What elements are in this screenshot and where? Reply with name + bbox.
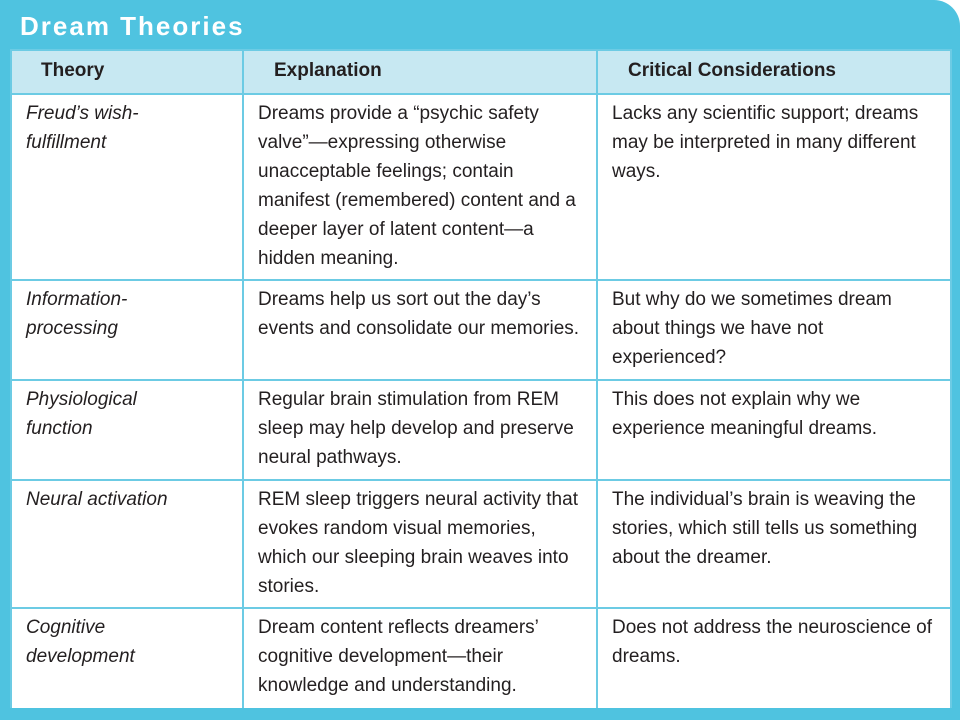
explanation-cell: Dreams help us sort out the day’s events and consolidate our memories. [243, 280, 597, 380]
header-row [11, 50, 951, 94]
theory-cell: Physiological function [11, 380, 243, 480]
explanation-cell: Dream content reflects dreamers’ cognitive development—their knowledge and understanding. [243, 608, 597, 709]
theory-cell: Freud’s wish-fulfillment [11, 94, 243, 280]
theory-cell: Neural activation [11, 480, 243, 608]
table-row [11, 94, 951, 280]
column-header-theory: Theory [11, 50, 243, 94]
table-row [11, 608, 951, 709]
page-title: Dream Theories [20, 11, 245, 41]
critical-cell: Does not address the neuroscience of dreams. [597, 608, 951, 709]
critical-cell: The individual’s brain is weaving the stories, which still tells us something about the dreamer. [597, 480, 951, 608]
explanation-cell: Regular brain stimulation from REM sleep may help develop and preserve neural pathways. [243, 380, 597, 480]
theory-cell: Information-processing [11, 280, 243, 380]
explanation-cell: REM sleep triggers neural activity that evokes random visual memories, which our sleeping brain weaves into stories. [243, 480, 597, 608]
explanation-cell: Dreams provide a “psychic safety valve”—expressing otherwise unacceptable feelings; contain manifest (remembered) content and a deeper layer of latent content—a hidden meaning. [243, 94, 597, 280]
column-header-critical-considerations: Critical Considerations [597, 50, 951, 94]
table-row [11, 280, 951, 380]
column-header-explanation: Explanation [243, 50, 597, 94]
critical-cell: Lacks any scientific support; dreams may be interpreted in many different ways. [597, 94, 951, 280]
critical-cell: But why do we sometimes dream about things we have not experienced? [597, 280, 951, 380]
table-row [11, 480, 951, 608]
frame-bottom-border [0, 708, 960, 720]
critical-cell: This does not explain why we experience meaningful dreams. [597, 380, 951, 480]
table-container [10, 49, 950, 708]
table-row [11, 380, 951, 480]
theory-cell: Cognitive development [11, 608, 243, 709]
dream-theories-table [10, 49, 952, 710]
